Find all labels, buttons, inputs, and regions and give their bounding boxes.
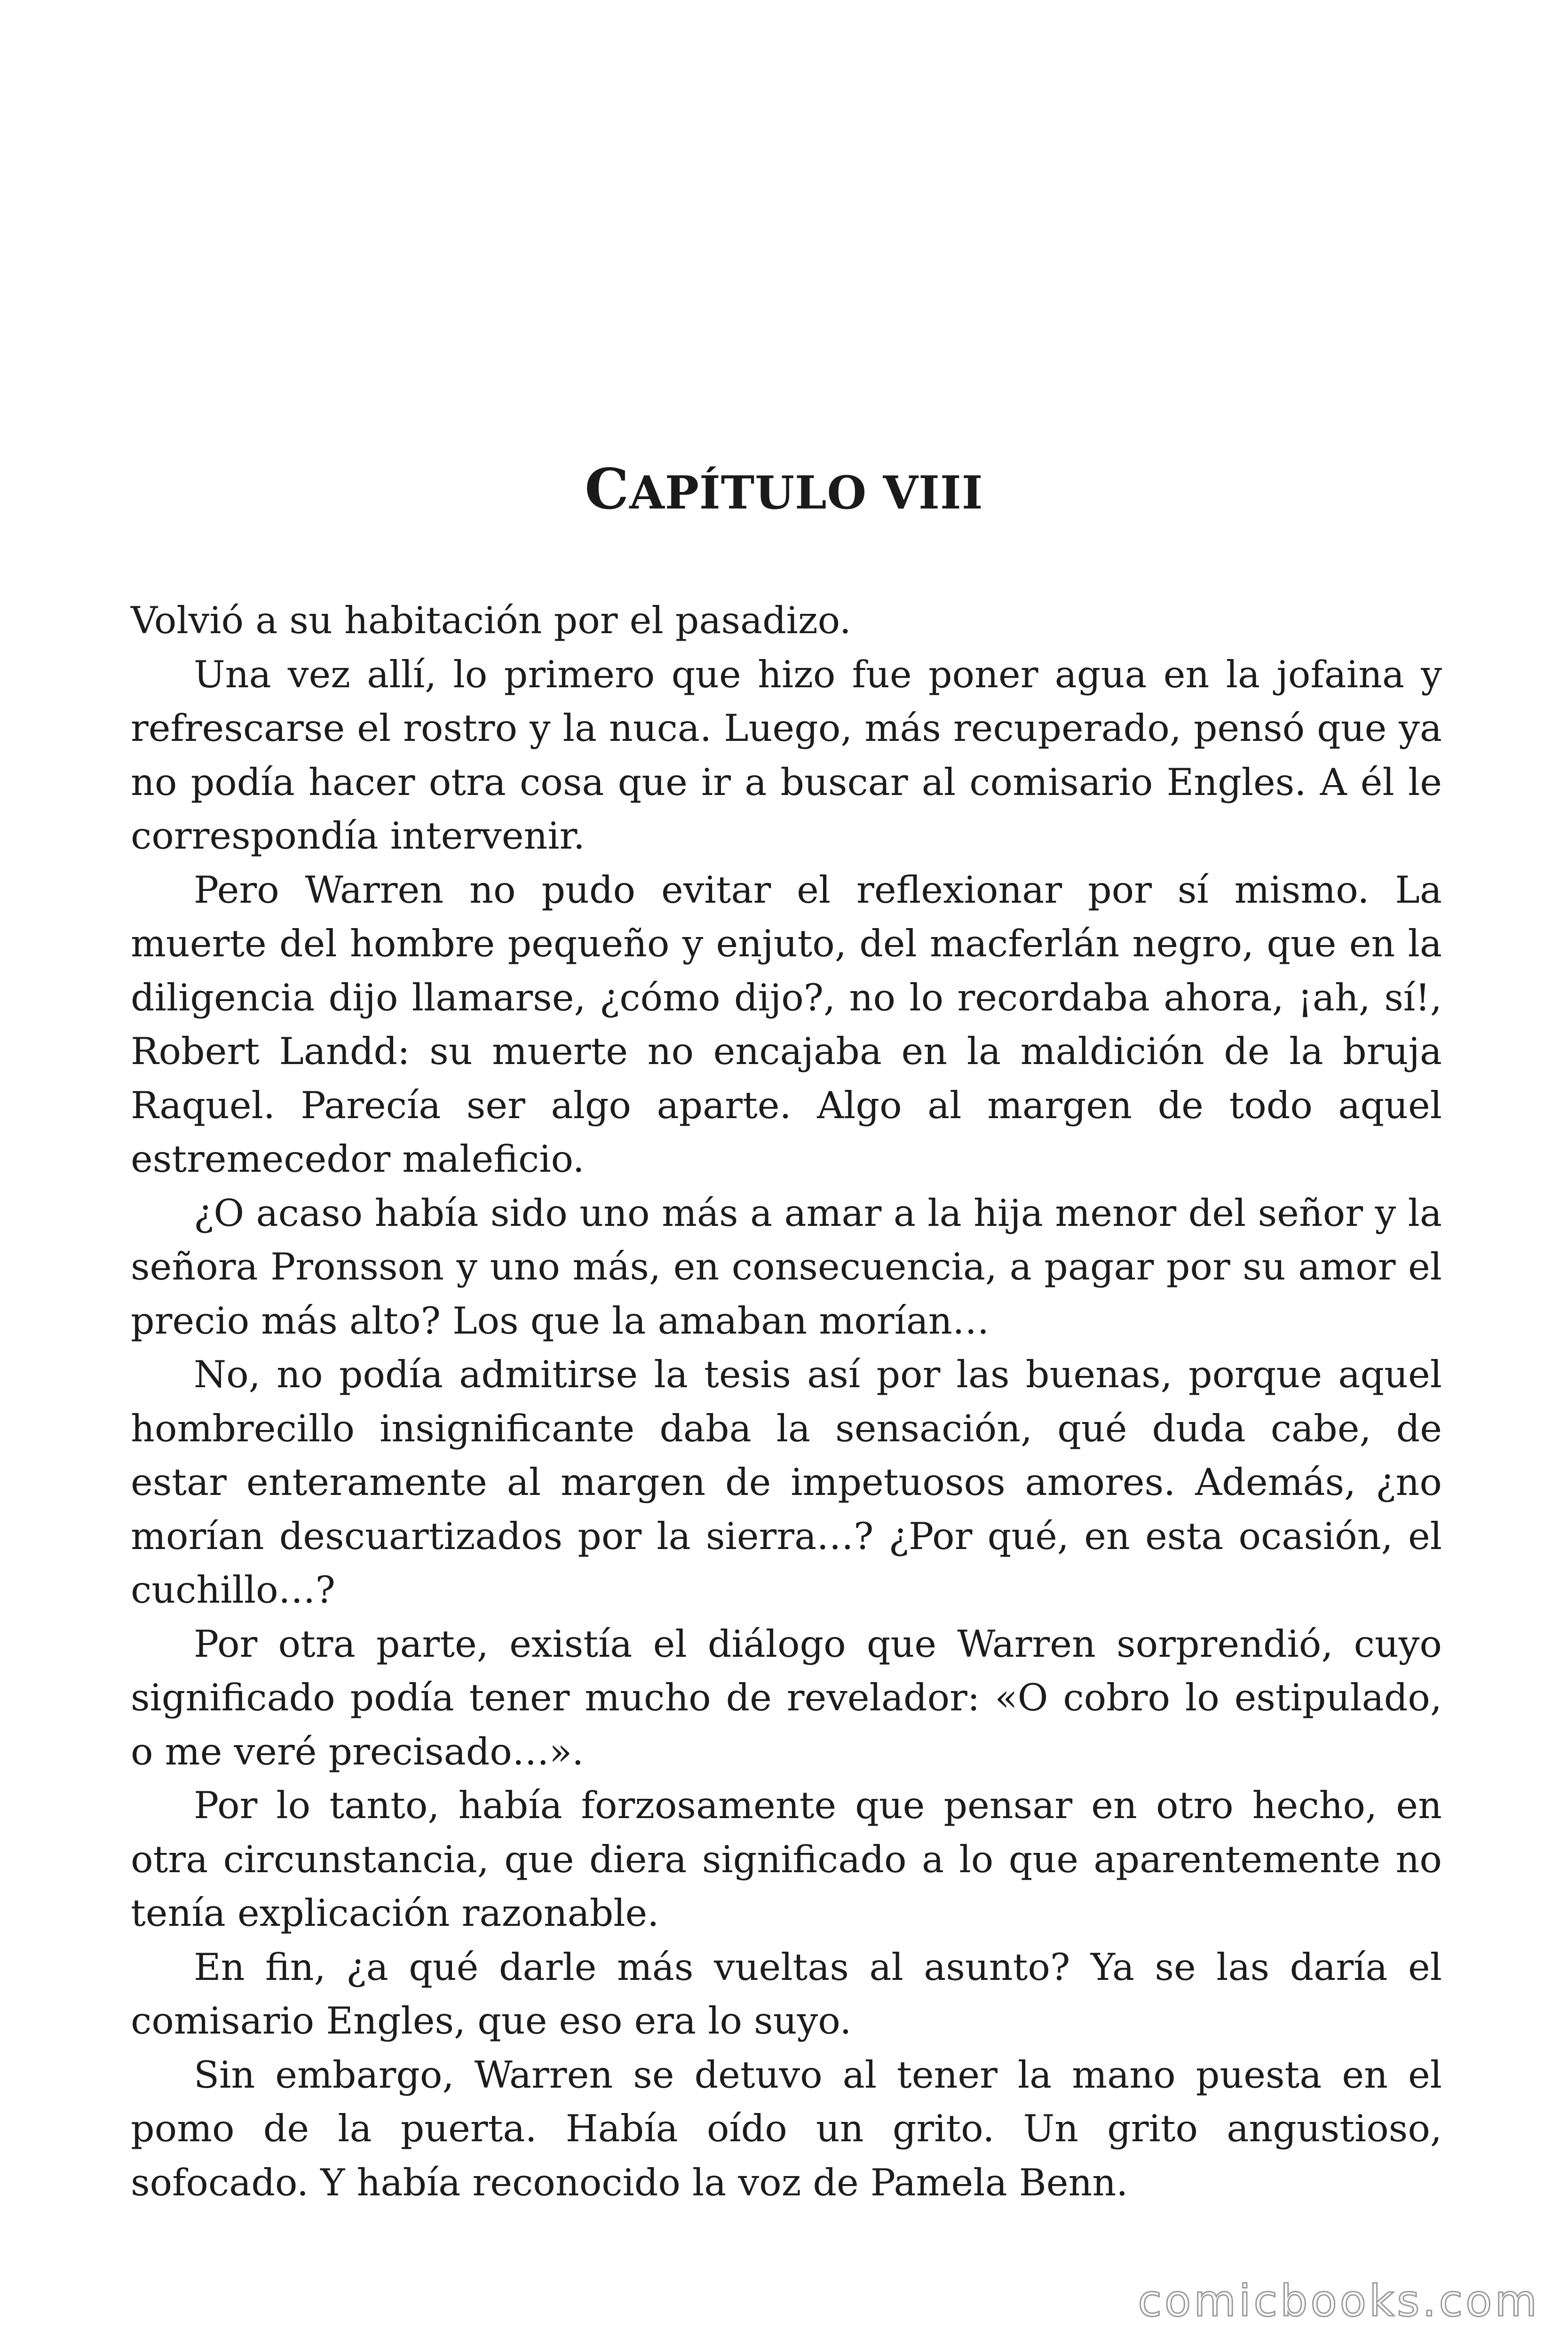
chapter-title-rest: APÍTULO VIII [629,466,983,519]
paragraph: Sin embargo, Warren se detuvo al tener la mano puesta en el pomo de la puerta. Había oído un grito. Un grito angustioso, sofocado. Y había reconocido la voz de Pamela Benn. [131,2053,1442,2204]
watermark: comicbooks.com [1138,2276,1540,2326]
chapter-body [131,594,1442,2209]
paragraph: En fin, ¿a qué darle más vueltas al asunto? Ya se las daría el comisario Engles, que eso era lo suyo. [131,1945,1442,2042]
paragraph: ¿O acaso había sido uno más a amar a la hija menor del señor y la señora Pronsson y uno más, en consecuencia, a pagar por su amor el precio más alto? Los que la amaban morían… [131,1191,1442,1343]
paragraph: Pero Warren no pudo evitar el reflexionar por sí mismo. La muerte del hombre pequeño y enjuto, del macferlán negro, que en la diligencia dijo llamarse, ¿cómo dijo?, no lo recordaba ahora, ¡ah, sí!, Robert Landd: su muerte no encajaba en la maldición de la bruja Raquel. Parecía ser algo aparte. Algo al margen de todo aquel estremecedor maleficio. [131,868,1442,1181]
paragraph: Por otra parte, existía el diálogo que Warren sorprendió, cuyo significado podía tener mucho de revelador: «O cobro lo estipulado, o me veré precisado…». [131,1622,1442,1773]
paragraph: Volvió a su habitación por el pasadizo. [131,599,851,642]
chapter-title-initial: C [585,456,630,522]
paragraph: No, no podía admitirse la tesis así por las buenas, porque aquel hombrecillo insignificante daba la sensación, qué duda cabe, de estar enteramente al margen de impetuosos amores. Además, ¿no morían descuartizados por la sierra…? ¿Por qué, en esta ocasión, el cuchillo…? [131,1353,1442,1612]
paragraph: Una vez allí, lo primero que hizo fue poner agua en la jofaina y refrescarse el rostro y la nuca. Luego, más recuperado, pensó que ya no podía hacer otra cosa que ir a buscar al comisario Engles. A él le correspondía intervenir. [131,652,1442,858]
chapter-title [0,452,1568,531]
paragraph: Por lo tanto, había forzosamente que pensar en otro hecho, en otra circunstancia, que diera significado a lo que aparentemente no tenía explicación razonable. [131,1784,1442,1935]
